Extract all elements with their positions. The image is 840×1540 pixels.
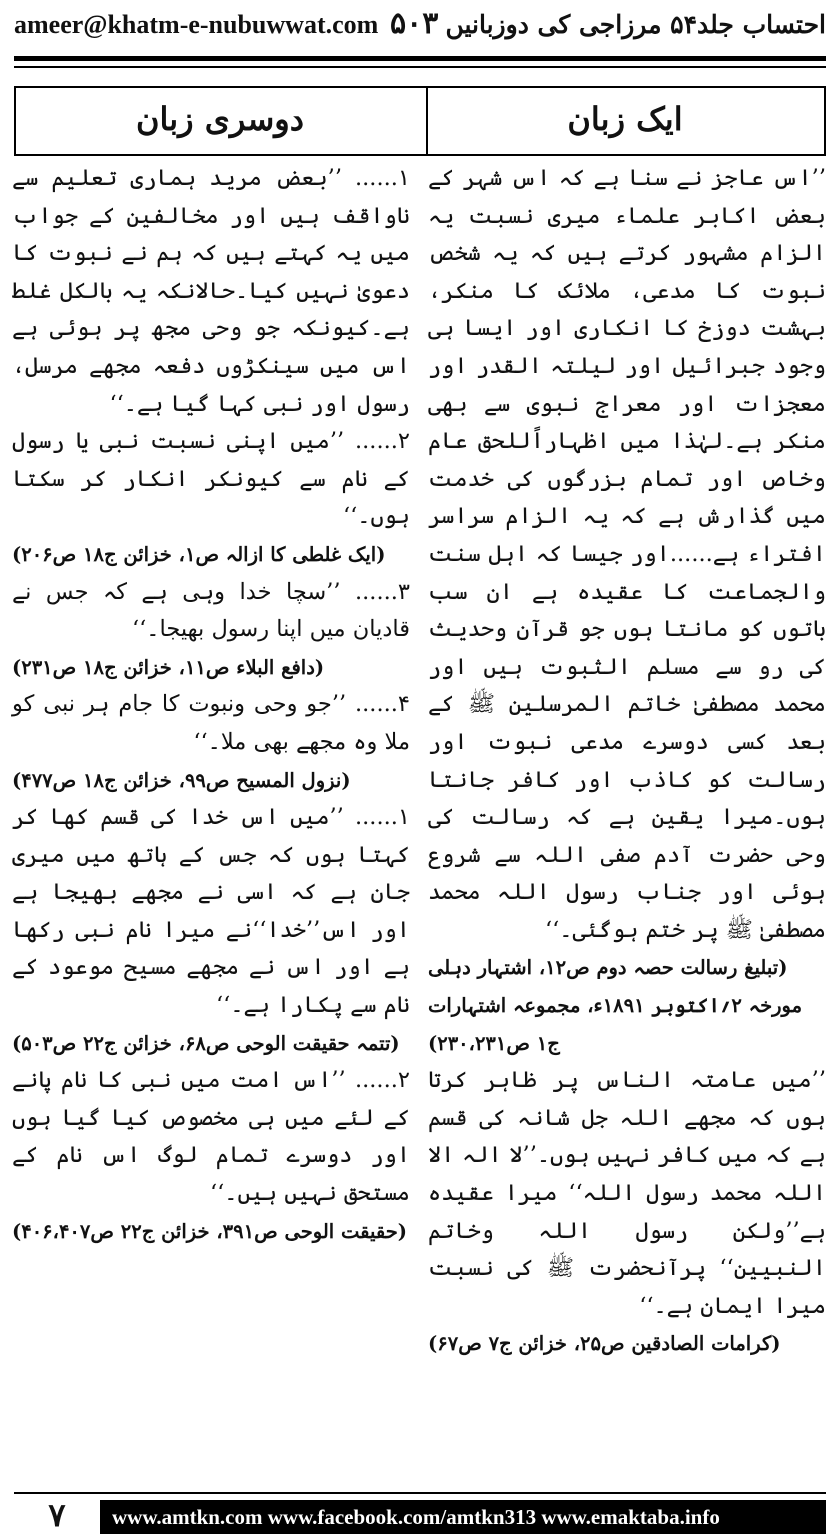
left-reference-2: (ایک غلطی کا ازالہ ص۱، خزائن ج۱۸ ص۲۰۶) bbox=[12, 542, 386, 566]
heading-divider bbox=[426, 88, 428, 154]
right-quote-1: ’’اس عاجز نے سنا ہے کہ اس شہر کے بعض اکابر علماء میری نسبت یہ الزام مشہور کرتے ہیں کہ یہ شخص نبوت کا مدعی، ملائک کا منکر، بہشت دوزخ کا انکاری اور ایسا ہی وجود جبرائیل اور لیلتہ القدر اور معجزات اور معراج نبوی سے بھی منکر ہے۔لہٰذا میں اظہاراًللحق عام وخاص اور تمام بزرگوں کی خدمت میں گذارش ہے کہ یہ الزام سراسر افتراء ہے......اور جیسا کہ اہل سنت والجماعت کا عقیدہ ہے ان سب باتوں کو مانتا ہوں جو قرآن وحدیث کی رو سے مسلم الثبوت ہیں اور محمد مصطفیٰ خاتم المرسلین ﷺ کے بعد کسی دوسرے مدعی نبوت اور رسالت کو کاذب اور کافر جانتا ہوں۔میرا یقین ہے کہ رسالت کی وحی حضرت آدم صفی اللہ سے شروع ہوئی اور جناب رسول اللہ محمد مصطفیٰ ﷺ پر ختم ہوگئی۔‘‘ bbox=[428, 165, 826, 943]
left-reference-6: (حقیقت الوحی ص۳۹۱، خزائن ج۲۲ ص۴۰۶،۴۰۷) bbox=[12, 1219, 408, 1243]
right-column bbox=[428, 160, 826, 1363]
left-column bbox=[12, 160, 410, 1250]
footer-rule bbox=[14, 1492, 826, 1494]
page-header bbox=[14, 6, 826, 50]
left-reference-3: (دافع البلاء ص۱۱، خزائن ج۱۸ ص۲۳۱) bbox=[12, 655, 325, 679]
right-reference-2: (کرامات الصادقین ص۲۵، خزائن ج۷ ص۶۷) bbox=[428, 1332, 781, 1356]
left-column-heading: دوسری زبان bbox=[136, 100, 304, 138]
column-heading-table bbox=[14, 86, 826, 156]
header-rule-thin bbox=[14, 66, 826, 68]
footer-urls: www.amtkn.com www.facebook.com/amtkn313 www.emaktaba.info bbox=[112, 1505, 720, 1529]
left-quote-4: ۴...... ’’جو وحی ونبوت کا جام ہر نبی کو ملا وہ مجھے بھی ملا۔‘‘ bbox=[12, 691, 410, 755]
header-rule-thick bbox=[14, 56, 826, 61]
header-email: ameer@khatm-e-nubuwwat.com bbox=[14, 10, 379, 39]
right-column-heading: ایک زبان bbox=[567, 100, 683, 138]
left-quote-5: ۱...... ’’میں اس خدا کی قسم کھا کر کہتا ہوں کہ جس کے ہاتھ میں میری جان ہے کہ اسی نے مجھے بھیجا ہے اور اس’’خدا‘‘نے میرا نام نبی رکھا ہے اور اس نے مجھے مسیح موعود کے نام سے پکارا ہے۔‘‘ bbox=[12, 804, 410, 1019]
left-reference-5: (تتمہ حقیقت الوحی ص۶۸، خزائن ج۲۲ ص۵۰۳) bbox=[12, 1031, 400, 1055]
left-quote-3: ۳...... ’’سچا خدا وہی ہے کہ جس نے قادیان میں اپنا رسول بھیجا۔‘‘ bbox=[12, 578, 410, 643]
left-reference-4: (نزول المسیح ص۹۹، خزائن ج۱۸ ص۴۷۷) bbox=[12, 768, 351, 792]
right-reference-1: (تبلیغ رسالت حصہ دوم ص۱۲، اشتہار دہلی مورخہ ۲؍اکتوبر ۱۸۹۱ء، مجموعہ اشتہارات ج۱ ص۲۳۰،۲۳۱) bbox=[428, 956, 803, 1055]
footer-page-number: ۷ bbox=[14, 1494, 100, 1536]
left-quote-6: ۲...... ’’اس امت میں نبی کا نام پانے کے لئے میں ہی مخصوص کیا گیا ہوں اور دوسرے تمام لوگ اس نام کے مستحق نہیں ہیں۔‘‘ bbox=[12, 1067, 410, 1207]
right-quote-2: ’’میں عامتہ الناس پر ظاہر کرتا ہوں کہ مجھے اللہ جل شانہ کی قسم ہے کہ میں کافر نہیں ہوں۔’’لا الہ الا اللہ محمد رسول اللہ‘‘ میرا عقیدہ ہے’’ولکن رسول اللہ وخاتم النبیین‘‘ پرآنحضرت ﷺ کی نسبت میرا ایمان ہے۔‘‘ bbox=[428, 1067, 826, 1319]
header-running-title: احتساب جلد۵۴ مرزاجی کی دوزبانیں bbox=[445, 10, 826, 39]
left-quote-2: ۲...... ’’میں اپنی نسبت نبی یا رسول کے نام سے کیونکر انکار کر سکتا ہوں۔‘‘ bbox=[12, 428, 410, 530]
left-quote-1: ۱...... ’’بعض مرید ہماری تعلیم سے ناواقف ہیں اور مخالفین کے جواب میں یہ کہتے ہیں کہ ہم نے نبوت کا دعویٰ نہیں کیا۔حالانکہ یہ بالکل غلط ہے۔کیونکہ جو وحی مجھ پر ہوئی ہے اس میں سینکڑوں دفعہ مجھے مرسل، رسول اور نبی کہا گیا ہے۔‘‘ bbox=[12, 165, 410, 417]
header-page-number: ۵۰۳ bbox=[390, 6, 439, 41]
